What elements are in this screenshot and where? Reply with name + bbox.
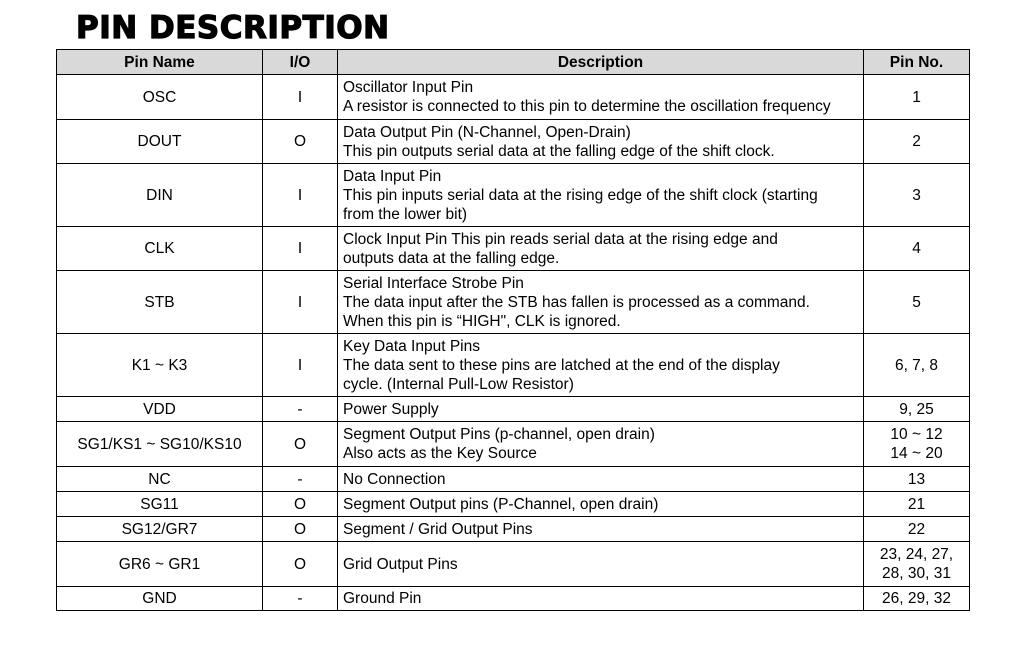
pin-number-line: 9, 25: [899, 400, 934, 418]
pin-number-cell: [864, 271, 970, 334]
description-line: Grid Output Pins: [343, 555, 458, 573]
pin-number-cell: [864, 164, 970, 227]
description-cell: [338, 587, 864, 611]
pin-number-cell: [864, 334, 970, 397]
description-line: Segment / Grid Output Pins: [343, 520, 533, 538]
pin-name-cell: STB: [57, 271, 263, 334]
io-cell: O: [263, 517, 338, 542]
io-cell: I: [263, 334, 338, 397]
io-cell: -: [263, 397, 338, 422]
description-line: The data input after the STB has fallen is processed as a command.: [343, 293, 810, 311]
description-line: outputs data at the falling edge.: [343, 249, 560, 267]
io-cell: I: [263, 164, 338, 227]
pin-name-cell: SG11: [57, 492, 263, 517]
description-line: cycle. (Internal Pull-Low Resistor): [343, 375, 574, 393]
table-row: [57, 422, 970, 467]
pin-number-line: 2: [912, 133, 921, 150]
pin-name-cell: VDD: [57, 397, 263, 422]
pin-name-cell: SG12/GR7: [57, 517, 263, 542]
pin-number-line: 21: [907, 495, 926, 513]
header-io: I/O: [263, 50, 338, 75]
pin-number-cell: [864, 467, 970, 492]
table-row: [57, 397, 970, 422]
description-line: Segment Output pins (P-Channel, open drain): [343, 495, 659, 513]
table-row: [57, 517, 970, 542]
pin-name-cell: GND: [57, 587, 263, 611]
pin-number-line: 6, 7, 8: [894, 356, 939, 374]
pin-number-cell: [864, 422, 970, 467]
description-line: Segment Output Pins (p-channel, open drain): [343, 426, 655, 443]
header-pin-no: Pin No.: [864, 50, 970, 75]
description-cell: [338, 164, 864, 227]
description-line: When this pin is “HIGH", CLK is ignored.: [343, 312, 621, 330]
io-cell: I: [263, 75, 338, 120]
io-cell: O: [263, 422, 338, 467]
description-line: Serial Interface Strobe Pin: [343, 274, 524, 292]
pin-description-table: [56, 49, 970, 611]
table-row: [57, 492, 970, 517]
description-line: Clock Input Pin This pin reads serial data at the rising edge and: [343, 230, 778, 248]
description-cell: [338, 397, 864, 422]
pin-number-line: 3: [912, 186, 921, 204]
table-row: [57, 587, 970, 611]
pin-number-line: 23, 24, 27,: [879, 546, 954, 563]
table-header-row: [57, 50, 970, 75]
description-line: This pin inputs serial data at the rising edge of the shift clock (starting: [343, 186, 818, 204]
pin-number-line: 13: [907, 470, 926, 488]
description-cell: [338, 227, 864, 271]
description-cell: [338, 271, 864, 334]
pin-number-line: 1: [912, 88, 921, 106]
pin-name-cell: DIN: [57, 164, 263, 227]
pin-number-line: 10 ~ 12: [890, 426, 943, 443]
description-line: This pin outputs serial data at the falling edge of the shift clock.: [343, 142, 775, 160]
io-cell: O: [263, 542, 338, 587]
pin-name-cell: OSC: [57, 75, 263, 120]
pin-name-cell: DOUT: [57, 120, 263, 164]
description-line: Data Input Pin: [343, 167, 442, 185]
description-cell: [338, 492, 864, 517]
table-row: [57, 334, 970, 397]
pin-name-cell: NC: [57, 467, 263, 492]
table-row: [57, 467, 970, 492]
io-cell: O: [263, 492, 338, 517]
pin-number-cell: [864, 492, 970, 517]
description-line: Also acts as the Key Source: [343, 445, 537, 462]
table-row: [57, 227, 970, 271]
pin-number-line: 22: [907, 520, 926, 538]
pin-number-line: 4: [912, 240, 921, 257]
description-line: from the lower bit): [343, 205, 468, 223]
description-cell: [338, 467, 864, 492]
table-row: [57, 542, 970, 587]
io-cell: O: [263, 120, 338, 164]
table-row: [57, 164, 970, 227]
header-pin-name: Pin Name: [57, 50, 263, 75]
table-row: [57, 75, 970, 120]
table-row: [57, 120, 970, 164]
description-cell: [338, 422, 864, 467]
description-line: Data Output Pin (N-Channel, Open-Drain): [343, 123, 631, 141]
pin-number-cell: [864, 75, 970, 120]
io-cell: -: [263, 587, 338, 611]
pin-number-line: 14 ~ 20: [890, 445, 943, 462]
description-cell: [338, 517, 864, 542]
page-title: PIN DESCRIPTION: [76, 10, 390, 46]
pin-name-cell: SG1/KS1 ~ SG10/KS10: [57, 422, 263, 467]
description-line: Key Data Input Pins: [343, 337, 480, 355]
description-line: No Connection: [343, 470, 446, 488]
pin-number-cell: [864, 517, 970, 542]
description-cell: [338, 334, 864, 397]
pin-number-cell: [864, 587, 970, 611]
pin-number-line: 26, 29, 32: [882, 590, 951, 607]
pin-name-cell: CLK: [57, 227, 263, 271]
description-line: Power Supply: [343, 400, 439, 418]
description-line: The data sent to these pins are latched at the end of the display: [343, 356, 780, 374]
header-description: Description: [338, 50, 864, 75]
description-cell: [338, 542, 864, 587]
description-cell: [338, 75, 864, 120]
table-row: [57, 271, 970, 334]
pin-name-cell: GR6 ~ GR1: [57, 542, 263, 587]
io-cell: -: [263, 467, 338, 492]
pin-number-cell: [864, 397, 970, 422]
pin-number-cell: [864, 227, 970, 271]
description-line: A resistor is connected to this pin to determine the oscillation frequency: [343, 98, 831, 115]
description-line: Oscillator Input Pin: [343, 79, 474, 96]
io-cell: I: [263, 271, 338, 334]
pin-number-cell: [864, 542, 970, 587]
pin-name-cell: K1 ~ K3: [57, 334, 263, 397]
io-cell: I: [263, 227, 338, 271]
pin-number-line: 5: [912, 293, 921, 311]
description-cell: [338, 120, 864, 164]
pin-number-cell: [864, 120, 970, 164]
description-line: Ground Pin: [343, 590, 422, 607]
pin-number-line: 28, 30, 31: [882, 565, 951, 582]
